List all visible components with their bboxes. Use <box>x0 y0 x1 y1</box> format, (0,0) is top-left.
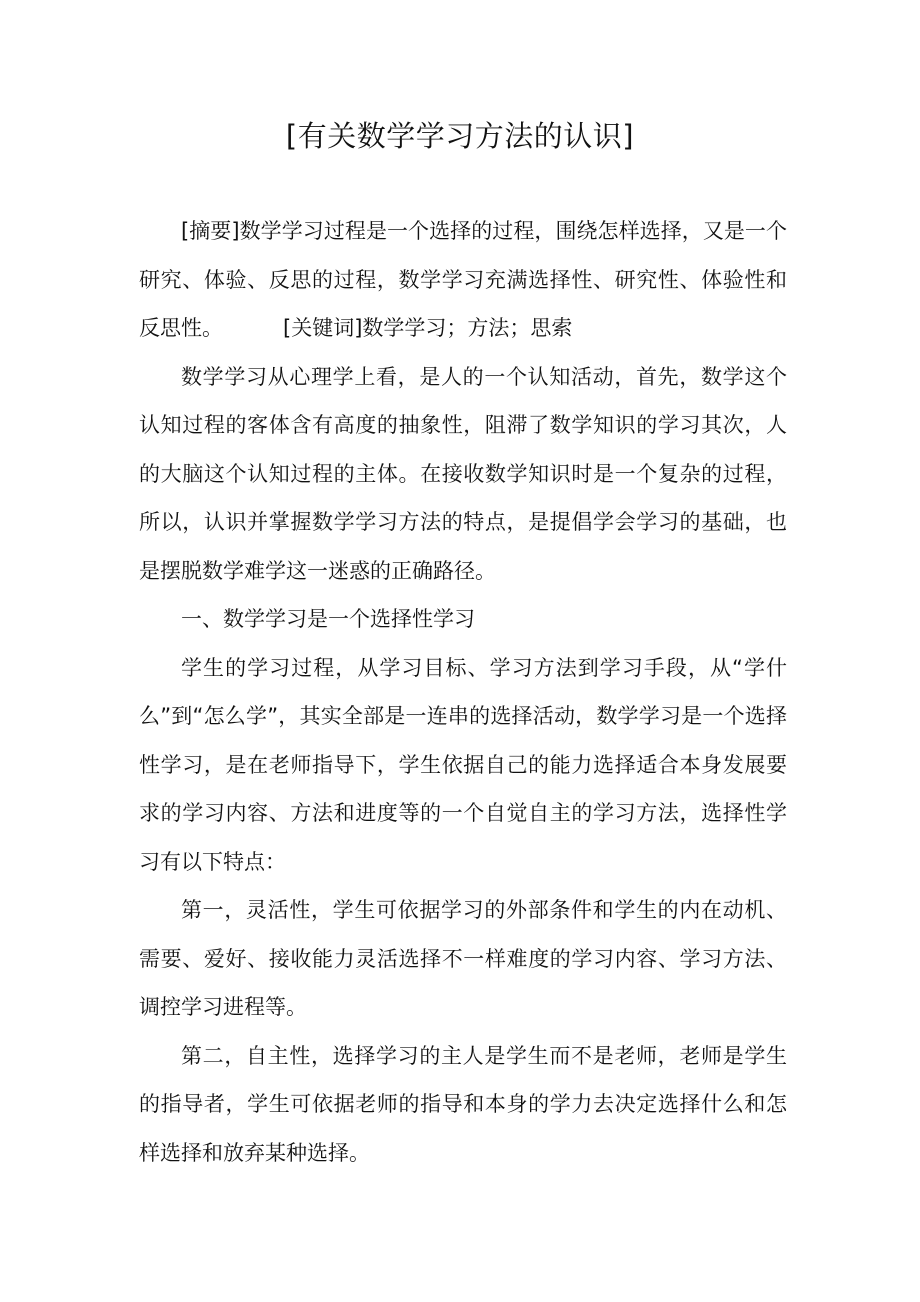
body-paragraph: 第二，自主性，选择学习的主人是学生而不是老师，老师是学生的指导者，学生可依据老师的指导和本身的学力去决定选择什么和怎样选择和放弃某种选择。 <box>139 1043 787 1165</box>
keywords-text: [关键词]数学学习；方法；思索 <box>283 316 573 340</box>
body-paragraph: 学生的学习过程，从学习目标、学习方法到学习手段，从“学什么”到“怎么学”，其实全部是一连串的选择活动，数学学习是一个选择性学习，是在老师指导下，学生依据自己的能力选择适合本身发展要求的学习内容、方法和进度等的一个自觉自主的学习方法，选择性学习有以下特点： <box>139 655 787 874</box>
body-paragraph: 数学学习从心理学上看，是人的一个认知活动，首先，数学这个认知过程的客体含有高度的抽象性，阻滞了数学知识的学习其次，人的大脑这个认知过程的主体。在接收数学知识时是一个复杂的过程，所以，认识并掌握数学学习方法的特点，是提倡学会学习的基础，也是摆脱数学难学这一迷惑的正确路径。 <box>139 364 787 583</box>
document-title: [有关数学学习方法的认识] <box>285 119 635 153</box>
section-heading: 一、数学学习是一个选择性学习 <box>181 607 475 631</box>
body-paragraph: 第一，灵活性，学生可依据学习的外部条件和学生的内在动机、需要、爱好、接收能力灵活选择不一样难度的学习内容、学习方法、调控学习进程等。 <box>139 898 787 1019</box>
abstract-text: [摘要]数学学习过程是一个选择的过程，围绕怎样选择，又是一个研究、体验、反思的过程，数学学习充满选择性、研究性、体验性和反思性。 <box>139 219 787 340</box>
document-body <box>139 207 787 1177</box>
abstract-paragraph <box>139 207 787 353</box>
